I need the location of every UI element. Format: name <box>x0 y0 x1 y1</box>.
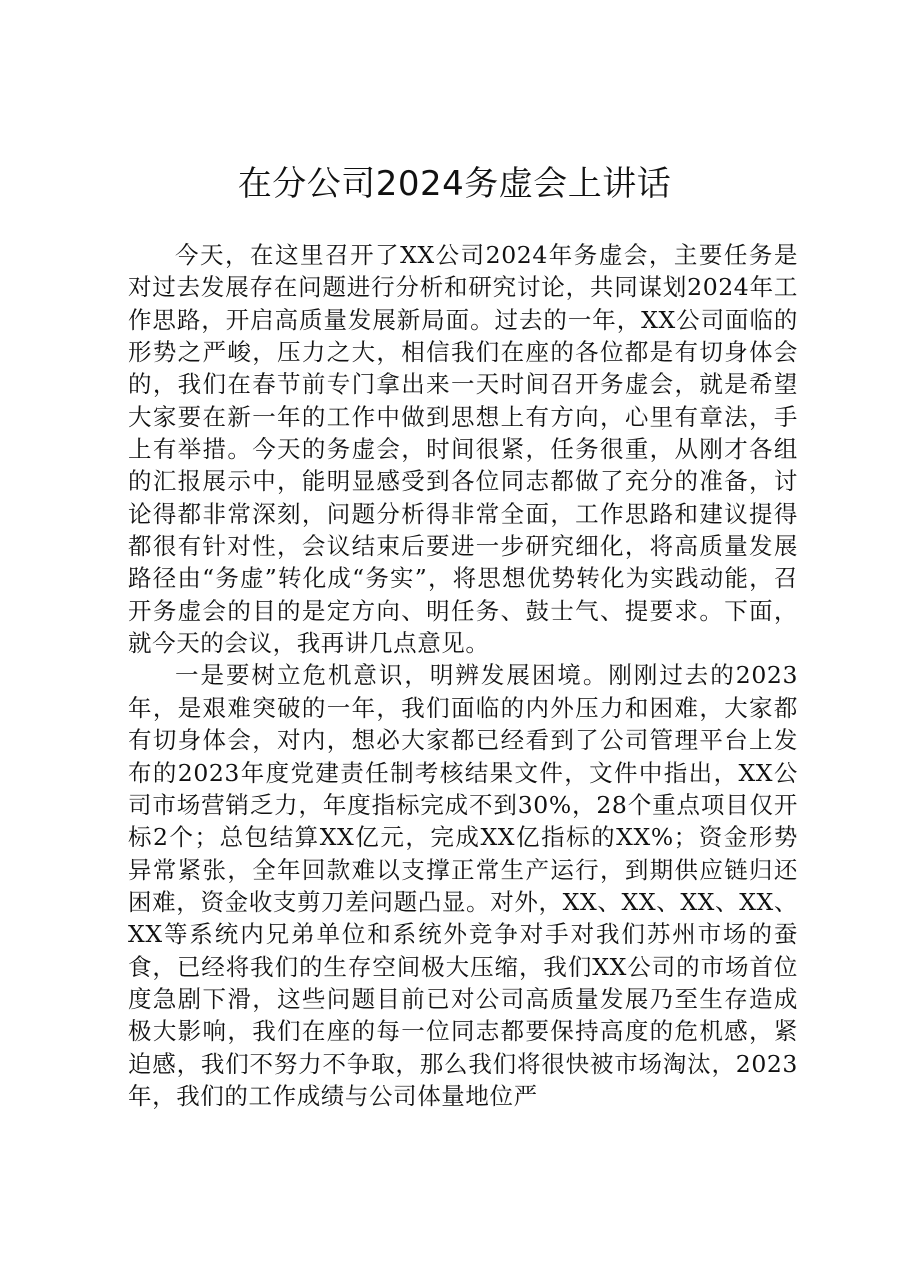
paragraph-opening: 今天，在这里召开了XX公司2024年务虚会，主要任务是对过去发展存在问题进行分析和研究讨论，共同谋划2024年工作思路，开启高质量发展新局面。过去的一年，XX公司面临的形势之严峻，压力之大，相信我们在座的各位都是有切身体会的，我们在春节前专门拿出来一天时间召开务虚会，就是希望大家要在新一年的工作中做到思想上有方向，心里有章法，手上有举措。今天的务虚会，时间很紧，任务很重，从刚才各组的汇报展示中，能明显感受到各位同志都做了充分的准备，讨论得都非常深刻，问题分析得非常全面，工作思路和建议提得都很有针对性，会议结束后要进一步研究细化，将高质量发展路径由“务虚”转化成“务实”，将思想优势转化为实践动能，召开务虚会的目的是定方向、明任务、鼓士气、提要求。下面，就今天的会议，我再讲几点意见。 <box>128 241 798 658</box>
paragraph-crisis-awareness: 一是要树立危机意识，明辨发展困境。刚刚过去的2023年，是艰难突破的一年，我们面临的内外压力和困难，大家都有切身体会，对内，想必大家都已经看到了公司管理平台上发布的2023年度党建责任制考核结果文件，文件中指出，XX公司市场营销乏力，年度指标完成不到30%，28个重点项目仅开标2个；总包结算XX亿元，完成XX亿指标的XX%；资金形势异常紧张，全年回款难以支撑正常生产运行，到期供应链归还困难，资金收支剪刀差问题凸显。对外，XX、XX、XX、XX、XX等系统内兄弟单位和系统外竞争对手对我们苏州市场的蚕食，已经将我们的生存空间极大压缩，我们XX公司的市场首位度急剧下滑，这些问题目前已对公司高质量发展乃至生存造成极大影响，我们在座的每一位同志都要保持高度的危机感，紧迫感，我们不努力不争取，那么我们将很快被市场淘汰，2023年，我们的工作成绩与公司体量地位严 <box>128 661 798 1110</box>
document-title: 在分公司2024务虚会上讲话 <box>237 164 672 204</box>
document-body <box>128 239 798 1112</box>
